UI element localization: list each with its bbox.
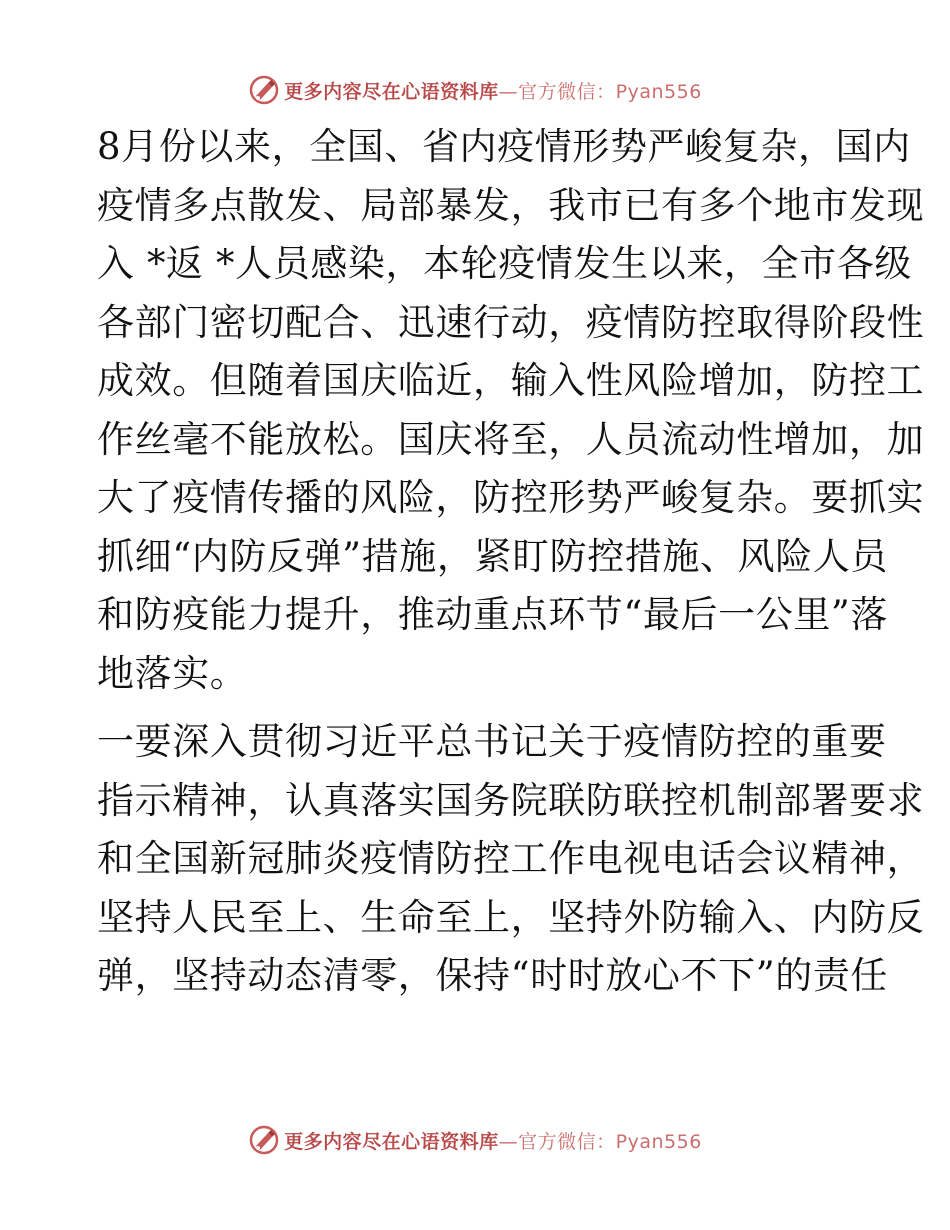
footer-watermark — [0, 1122, 950, 1158]
text-line: 弹，坚持动态清零，保持“时时放心不下”的责任 — [97, 954, 889, 997]
text-line: 坚持人民至上、生命至上，坚持外防输入、内防反 — [97, 895, 925, 939]
paragraph-1 — [97, 118, 925, 703]
text-line: 疫情多点散发、局部暴发，我市已有多个地市发现 — [97, 183, 925, 227]
document-body — [97, 118, 925, 1006]
text-line: 入 *返 *人员感染，本轮疫情发生以来，全市各级 — [97, 242, 912, 285]
watermark-main: 更多内容尽在心语资料库 — [284, 1130, 499, 1153]
watermark-tail: 官方微信：Pyan556 — [518, 1130, 702, 1153]
text-line: 成效。但随着国庆临近，输入性风险增加，防控工 — [97, 359, 925, 402]
watermark-tail: 官方微信：Pyan556 — [518, 80, 702, 103]
watermark-main: 更多内容尽在心语资料库 — [284, 80, 499, 103]
text-line: 地落实。 — [97, 651, 248, 695]
watermark-separator: — — [498, 1130, 519, 1153]
text-line: 各部门密切配合、迅速行动，疫情防控取得阶段性 — [97, 300, 925, 344]
text-line: 和防疫能力提升，推动重点环节“最后一公里”落 — [97, 593, 889, 636]
paragraph-2 — [97, 713, 925, 1006]
text-line: 作丝毫不能放松。国庆将至，人员流动性增加，加 — [97, 417, 925, 461]
watermark-text — [284, 1127, 702, 1154]
text-line: 8月份以来，全国、省内疫情形势严峻复杂，国内 — [97, 125, 911, 168]
text-line: 一要深入贯彻习近平总书记关于疫情防控的重要 — [97, 720, 887, 763]
watermark-separator: — — [498, 80, 519, 103]
brand-logo-icon — [248, 1124, 280, 1156]
header-watermark — [0, 72, 950, 108]
text-line: 指示精神，认真落实国务院联防联控机制部署要求 — [97, 778, 925, 822]
watermark-text — [284, 77, 702, 104]
text-line: 抓细“内防反弹”措施，紧盯防控措施、风险人员 — [97, 534, 889, 578]
brand-logo-icon — [248, 74, 280, 106]
text-line: 和全国新冠肺炎疫情防控工作电视电话会议精神， — [97, 837, 925, 880]
text-line: 大了疫情传播的风险，防控形势严峻复杂。要抓实 — [97, 476, 925, 519]
